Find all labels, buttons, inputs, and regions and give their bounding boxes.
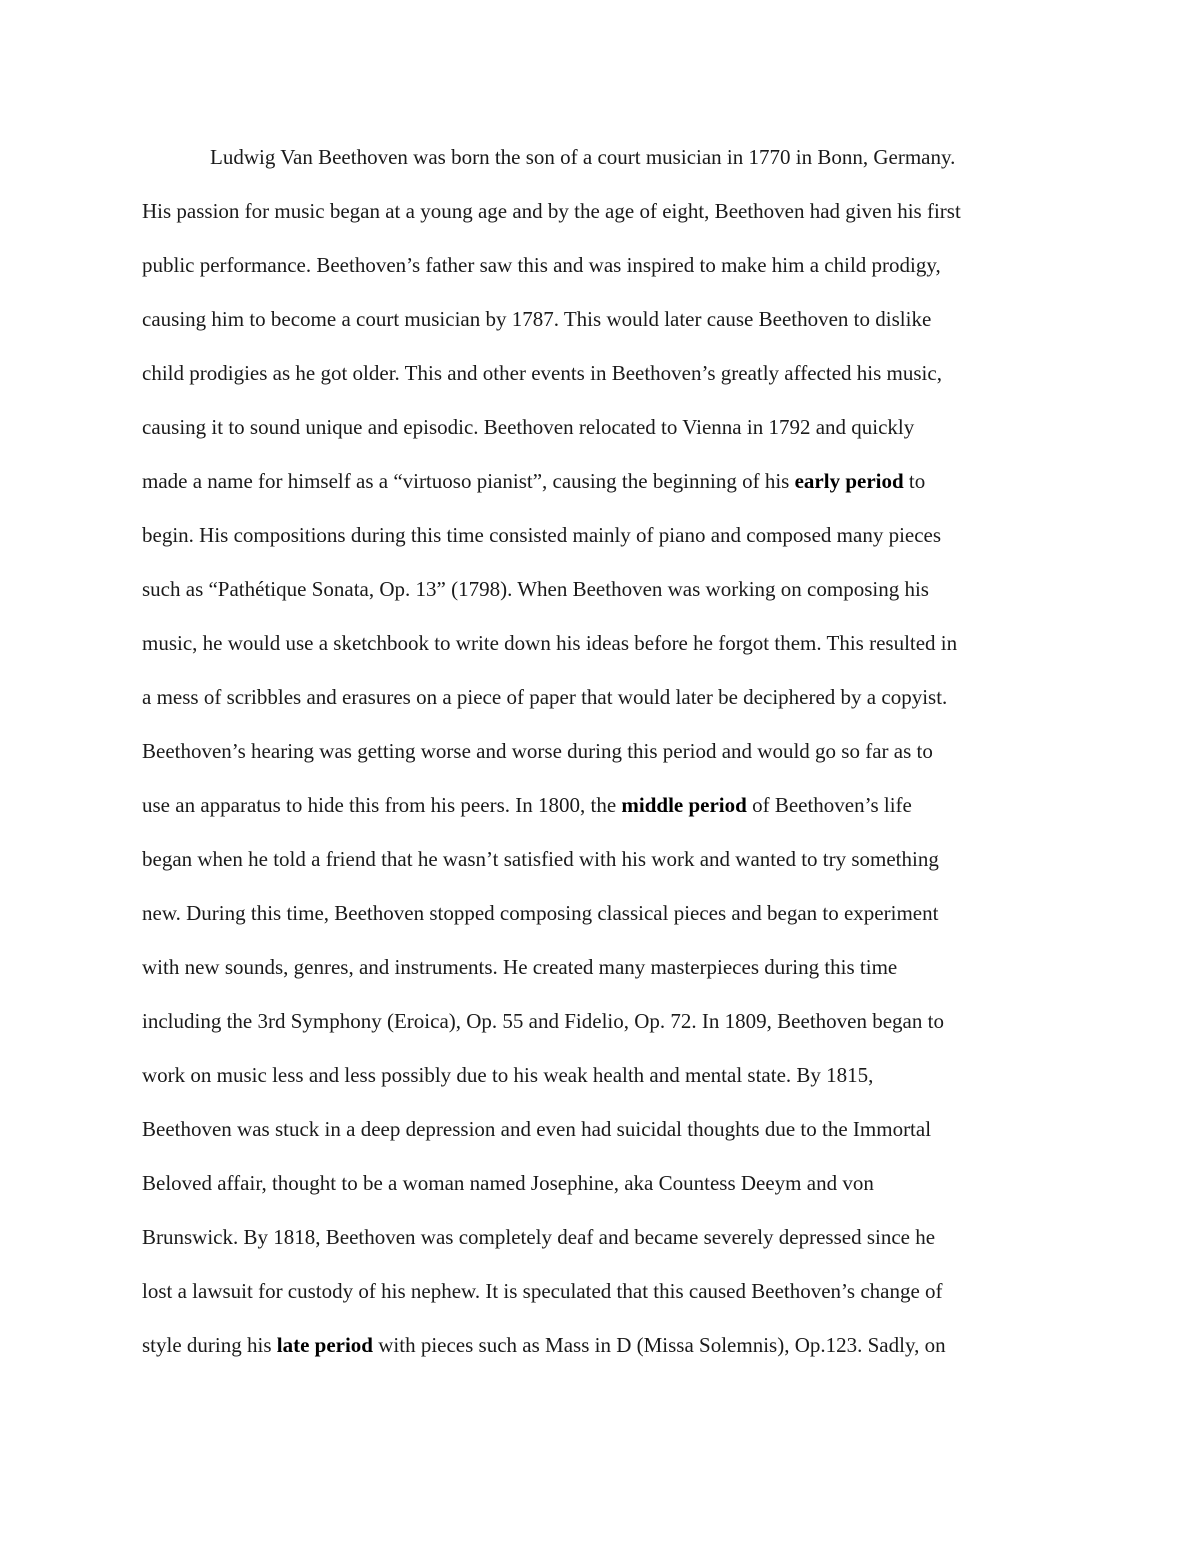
text-run: Beethoven was stuck in a deep depression and even had suicidal thoughts due to the Immortal: [142, 1117, 932, 1141]
text-line: [142, 940, 1062, 994]
bold-term: late period: [276, 1333, 373, 1357]
bold-term: middle period: [621, 793, 747, 817]
text-line: [142, 1210, 1062, 1264]
text-run: with pieces such as Mass in D (Missa Solemnis), Op.123. Sadly, on: [372, 1333, 946, 1357]
text-line: [142, 238, 1062, 292]
text-run: began when he told a friend that he wasn’t satisfied with his work and wanted to try something: [142, 847, 939, 871]
text-run: of Beethoven’s life: [746, 793, 912, 817]
text-line: [142, 886, 1062, 940]
text-line: [142, 1102, 1062, 1156]
text-line: [142, 184, 1062, 238]
text-run: made a name for himself as a “virtuoso pianist”, causing the beginning of his: [142, 469, 795, 493]
text-run: Ludwig Van Beethoven was born the son of a court musician in 1770 in Bonn, Germany.: [210, 145, 956, 169]
text-run: Brunswick. By 1818, Beethoven was completely deaf and became severely depressed since he: [142, 1225, 936, 1249]
text-line: [142, 508, 1062, 562]
text-run: causing him to become a court musician by 1787. This would later cause Beethoven to dislike: [142, 307, 932, 331]
text-line: [142, 400, 1062, 454]
text-line: [142, 346, 1062, 400]
text-line: [142, 1318, 1062, 1372]
text-line: [142, 562, 1062, 616]
text-run: Beloved affair, thought to be a woman named Josephine, aka Countess Deeym and von: [142, 1171, 874, 1195]
text-line: [142, 724, 1062, 778]
text-run: use an apparatus to hide this from his peers. In 1800, the: [142, 793, 622, 817]
text-line: [142, 1156, 1062, 1210]
text-line: [142, 130, 1062, 184]
text-line: [142, 292, 1062, 346]
text-line: [142, 670, 1062, 724]
text-run: including the 3rd Symphony (Eroica), Op. 55 and Fidelio, Op. 72. In 1809, Beethoven began to: [142, 1009, 944, 1033]
text-run: work on music less and less possibly due to his weak health and mental state. By 1815,: [142, 1063, 874, 1087]
text-line: [142, 1048, 1062, 1102]
text-run: His passion for music began at a young age and by the age of eight, Beethoven had given his first: [142, 199, 961, 223]
text-run: child prodigies as he got older. This and other events in Beethoven’s greatly affected his music,: [142, 361, 942, 385]
text-line: [142, 616, 1062, 670]
text-run: to: [903, 469, 926, 493]
text-line: [142, 778, 1062, 832]
text-line: [142, 832, 1062, 886]
text-line: [142, 994, 1062, 1048]
bold-term: early period: [794, 469, 904, 493]
text-line: [142, 454, 1062, 508]
text-run: causing it to sound unique and episodic. Beethoven relocated to Vienna in 1792 and quickly: [142, 415, 915, 439]
text-run: lost a lawsuit for custody of his nephew. It is speculated that this caused Beethoven’s change of: [142, 1279, 943, 1303]
essay-paragraph: [142, 130, 1062, 1372]
text-run: new. During this time, Beethoven stopped composing classical pieces and began to experiment: [142, 901, 939, 925]
text-run: such as “Pathétique Sonata, Op. 13” (1798). When Beethoven was working on composing his: [142, 577, 929, 601]
text-run: with new sounds, genres, and instruments. He created many masterpieces during this time: [142, 955, 898, 979]
text-run: public performance. Beethoven’s father saw this and was inspired to make him a child prodigy,: [142, 253, 941, 277]
text-run: music, he would use a sketchbook to write down his ideas before he forgot them. This resulted in: [142, 631, 958, 655]
text-run: a mess of scribbles and erasures on a piece of paper that would later be deciphered by a copyist.: [142, 685, 948, 709]
text-run: style during his: [142, 1333, 277, 1357]
text-line: [142, 1264, 1062, 1318]
text-run: begin. His compositions during this time consisted mainly of piano and composed many pieces: [142, 523, 942, 547]
text-run: Beethoven’s hearing was getting worse and worse during this period and would go so far as to: [142, 739, 933, 763]
